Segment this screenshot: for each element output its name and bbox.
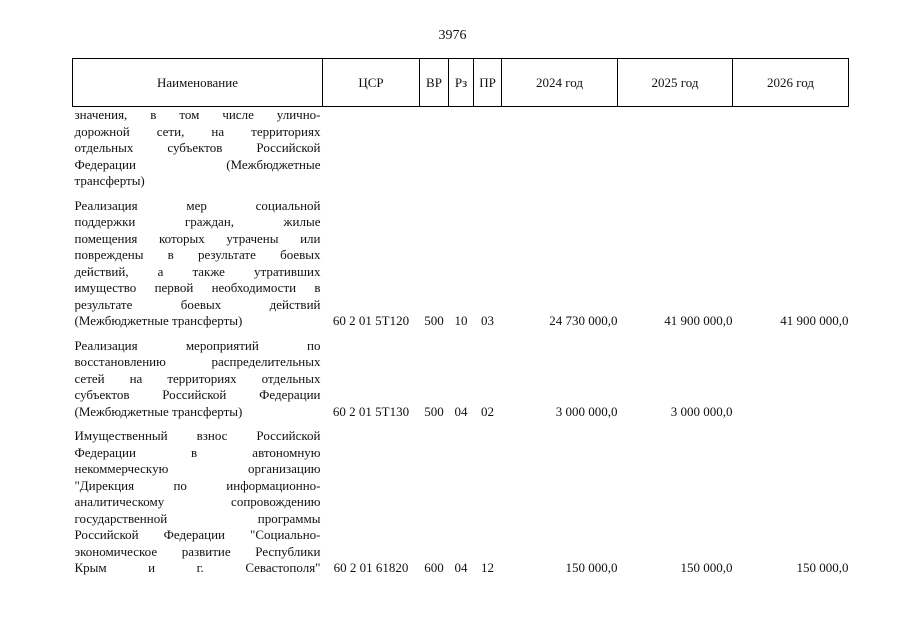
cell-csr: 60 2 01 5Т120 (332, 313, 410, 328)
cell-y2026: 41 900 000,0 (780, 313, 849, 328)
row-spacer (73, 190, 849, 198)
row-name-line: поддержки граждан, жилые (74, 214, 321, 229)
table-body (73, 107, 849, 577)
cell-pr: 03 (481, 313, 494, 328)
row-spacer (73, 420, 849, 428)
row-name-line: Имущественный взнос Российской (74, 428, 321, 443)
header-2026: 2026 год (733, 59, 849, 107)
budget-table (72, 58, 849, 577)
row-spacer-cell (73, 190, 849, 198)
cell-rz (449, 107, 474, 190)
cell-y2025 (618, 107, 733, 190)
row-name-line: (Межбюджетные трансферты) (74, 403, 243, 419)
row-name-line: некоммерческую организацию (74, 461, 321, 476)
row-name-line: Реализация мер социальной (74, 197, 321, 213)
row-spacer (73, 330, 849, 338)
row-name-line: имущество первой необходимости в (74, 280, 321, 295)
row-name-line: значения, в том числе улично- (74, 107, 321, 122)
row-name-line: повреждены в результате боевых (74, 247, 321, 262)
cell-y2024 (502, 107, 618, 190)
row-name-line: Федерации в автономную (74, 444, 321, 460)
cell-pr (474, 107, 502, 190)
cell-rz: 04 (454, 403, 468, 419)
header-2024: 2024 год (502, 59, 618, 107)
header-pr: ПР (474, 59, 502, 107)
table-row (73, 428, 849, 577)
row-name (73, 107, 323, 190)
cell-vr: 500 (424, 403, 444, 419)
page-number: 3976 (438, 28, 467, 43)
row-name-line: Крым и г. Севастополя" (74, 560, 321, 575)
row-name-line: помещения которых утрачены или (74, 230, 321, 246)
cell-y2025: 41 900 000,0 (664, 313, 733, 328)
cell-y2026: 150 000,0 (796, 560, 849, 575)
row-name-line: субъектов Российской Федерации (74, 387, 321, 402)
row-name-line: трансферты) (74, 173, 145, 188)
row-name-line: аналитическому сопровождению (74, 494, 321, 509)
row-spacer-cell (73, 420, 849, 428)
row-spacer-cell (73, 330, 849, 338)
header-2025: 2025 год (618, 59, 733, 107)
cell-y2024: 3 000 000,0 (555, 403, 618, 419)
table-header-row (73, 59, 849, 107)
cell-csr (323, 107, 420, 190)
cell-y2025: 150 000,0 (680, 560, 733, 575)
cell-vr (420, 107, 449, 190)
cell-rz: 10 (454, 313, 468, 328)
cell-vr: 600 (424, 560, 444, 575)
cell-y2025: 3 000 000,0 (670, 403, 733, 419)
header-rz: Рз (449, 59, 474, 107)
row-name-line: отдельных субъектов Российской (74, 140, 321, 155)
table-row (73, 198, 849, 330)
row-name-line: Российской Федерации "Социально- (74, 527, 321, 542)
row-name-line: восстановлению распределительных (74, 354, 321, 369)
row-name-line: государственной программы (74, 510, 321, 526)
table-row (73, 338, 849, 421)
header-name: Наименование (73, 59, 323, 107)
row-name (73, 198, 323, 330)
cell-csr: 60 2 01 5Т130 (332, 403, 410, 419)
cell-csr: 60 2 01 61820 (333, 560, 409, 575)
cell-pr: 12 (481, 560, 494, 575)
row-name-line: результате боевых действий (74, 296, 321, 312)
cell-vr: 500 (424, 313, 444, 328)
cell-y2026 (733, 107, 849, 190)
row-name-line: "Дирекция по информационно- (74, 477, 321, 493)
table-row (73, 107, 849, 190)
row-name-line: сетей на территориях отдельных (74, 370, 321, 386)
row-name-line: (Межбюджетные трансферты) (74, 313, 243, 328)
row-name-line: экономическое развитие Республики (74, 543, 321, 559)
row-name (73, 428, 323, 577)
header-csr: ЦСР (323, 59, 420, 107)
cell-pr: 02 (481, 403, 494, 419)
row-name (73, 338, 323, 421)
row-name-line: Федерации (Межбюджетные (74, 156, 321, 172)
row-name-line: Реализация мероприятий по (74, 337, 321, 353)
row-name-line: действий, а также утративших (74, 263, 321, 279)
cell-y2024: 150 000,0 (565, 560, 618, 575)
row-name-line: дорожной сети, на территориях (74, 123, 321, 139)
header-vr: ВР (420, 59, 449, 107)
cell-y2024: 24 730 000,0 (549, 313, 618, 328)
cell-rz: 04 (454, 560, 468, 575)
cell-y2026 (733, 338, 849, 421)
